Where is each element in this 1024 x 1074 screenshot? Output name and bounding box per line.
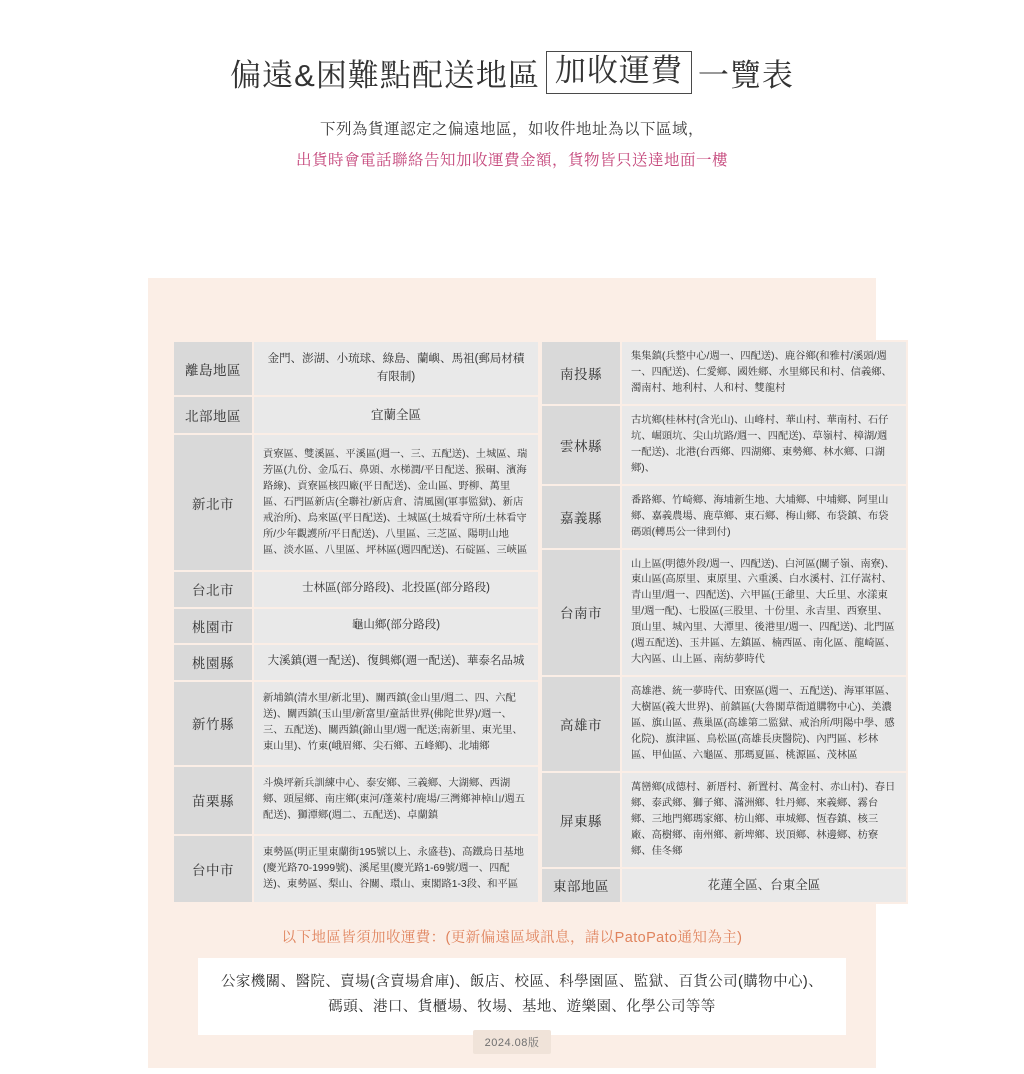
title-part-1: 偏遠&困難點配送地區	[230, 58, 540, 93]
page-title	[0, 50, 1024, 95]
row-label: 新北市	[173, 434, 253, 571]
row-value: 龜山鄉(部分路段)	[253, 608, 539, 644]
table-row	[173, 681, 539, 767]
row-value: 斗煥坪新兵訓練中心、泰安鄉、三義鄉、大湖鄉、西湖鄉、頭屋鄉、南庄鄉(東河/蓬萊村/鹿場/三灣鄉神棹山/週五配送)、獅潭鄉(週二、五配送)、卓蘭鎮	[253, 766, 539, 834]
table-right-column	[540, 340, 908, 904]
row-label: 東部地區	[541, 868, 621, 903]
table-row	[173, 434, 539, 571]
table-row	[173, 766, 539, 834]
row-label: 新竹縣	[173, 681, 253, 767]
table-row	[173, 341, 539, 396]
row-label: 台中市	[173, 835, 253, 904]
surcharge-note: 以下地區皆須加收運費：(更新偏遠區域訊息，請以PatoPato通知為主)	[281, 930, 743, 946]
content-panel	[148, 278, 896, 1068]
version-badge-wrap	[148, 1030, 876, 1054]
row-value: 集集鎮(兵整中心/週一、四配送)、鹿谷鄉(和雅村/溪頭/週一、四配送)、仁愛鄉、國姓鄉、水里鄉民和村、信義鄉、濁南村、地利村、人和村、雙龍村	[621, 341, 907, 405]
page-root	[0, 50, 1024, 1074]
table-left-column	[172, 340, 540, 904]
row-label: 嘉義縣	[541, 485, 621, 549]
table-row	[541, 772, 907, 868]
row-value: 高雄港、統一夢時代、田寮區(週一、五配送)、海軍軍區、大樹區(義大世界)、前鎮區(大魯閣草衙道購物中心)、美濃區、旗山區、燕巢區(高雄第二監獄、戒治所/明陽中學、感化院)、旗津區、鳥松區(高雄長庚醫院)、內門區、杉林區、甲仙區、六龜區、那瑪夏區、桃源區、茂林區	[621, 676, 907, 772]
row-label: 桃園市	[173, 608, 253, 644]
table-row	[173, 396, 539, 434]
row-value: 金門、澎湖、小琉球、綠島、蘭嶼、馬祖(郵局材積有限制)	[253, 341, 539, 396]
subtitle-line-2: 出貨時會電話聯絡告知加收運費金額，貨物皆只送達地面一樓	[295, 152, 728, 169]
surcharge-locations-box	[198, 958, 846, 1035]
row-label: 北部地區	[173, 396, 253, 434]
version-badge: 2024.08版	[473, 1030, 552, 1054]
row-value: 番路鄉、竹崎鄉、海埔新生地、大埔鄉、中埔鄉、阿里山鄉、嘉義農場、鹿草鄉、東石鄉、梅山鄉、布袋鎮、布袋碼頭(轉馬公一律到付)	[621, 485, 907, 549]
row-value: 士林區(部分路段)、北投區(部分路段)	[253, 571, 539, 607]
row-value: 古坑鄉(桂林村(含光山)、山峰村、華山村、華南村、石仔坑、崛頭坑、尖山坑路/週一、四配送)、草嶺村、樟湖/週一配送)、北港(台西鄉、四湖鄉、東勢鄉、林水鄉、口湖鄉)、	[621, 405, 907, 485]
table-row	[173, 835, 539, 904]
title-part-2: 一覽表	[697, 58, 794, 93]
row-value: 大溪鎮(週一配送)、復興鄉(週一配送)、華泰名品城	[253, 644, 539, 680]
surcharge-locations-line-2: 碼頭、港口、貨櫃場、牧場、基地、遊樂園、化學公司等等	[328, 999, 716, 1016]
row-label: 南投縣	[541, 341, 621, 405]
row-value: 新埔鎮(清水里/新北里)、關西鎮(金山里/週二、四、六配送)、關西鎮(玉山里/新富里/童話世界(佛陀世界)/週一、三、五配送)、關西鎮(錦山里/週一配送;南新里、東光里、東山里)、竹東(峨眉鄉、尖石鄉、五峰鄉)、北埔鄉	[253, 681, 539, 767]
row-value: 貢寮區、雙溪區、平溪區(週一、三、五配送)、土城區、瑞芳區(九份、金瓜石、鼻頭、水梯潤/平日配送、猴硐、濱海路線)、貢寮區核四廠(平日配送)、金山區、野柳、萬里區、石門區新店(全聯社/新店倉、清風園(軍事監獄)、新店戒治所)、烏來區(平日配送)、土城區(土城看守所/土林看守所/少年觀護所/平日配送)、八里區、三芝區、陽明山地區、淡水區、八里區、坪林區(週四配送)、石碇區、三峽區	[253, 434, 539, 571]
row-value: 花蓮全區、台東全區	[621, 868, 907, 903]
surcharge-locations-line-1: 公家機關、醫院、賣場(含賣場倉庫)、飯店、校區、科學園區、監獄、百貨公司(購物中心)、	[220, 974, 823, 990]
row-label: 桃園縣	[173, 644, 253, 680]
table-row	[541, 405, 907, 485]
table-row	[173, 608, 539, 644]
table-row	[541, 676, 907, 772]
region-table	[172, 340, 896, 904]
table-row	[541, 485, 907, 549]
row-label: 高雄市	[541, 676, 621, 772]
row-label: 雲林縣	[541, 405, 621, 485]
table-row	[173, 644, 539, 680]
row-label: 離島地區	[173, 341, 253, 396]
table-row	[541, 868, 907, 903]
table-row	[541, 549, 907, 677]
row-value: 宜蘭全區	[253, 396, 539, 434]
row-label: 苗栗縣	[173, 766, 253, 834]
table-row	[541, 341, 907, 405]
row-label: 屏東縣	[541, 772, 621, 868]
row-value: 山上區(明德外段/週一、四配送)、白河區(關子嶺、南寮)、東山區(高原里、東原里、六重溪、白水溪村、江仔嵩村、青山里/週一、四配送)、六甲區(王爺里、大丘里、水漾東里/週一配)、七股區(三股里、十份里、永吉里、西寮里、頂山里、城內里、大潭里、後港里/週一、四配送)、北門區(週五配送)、玉井區、左鎮區、楠西區、南化區、龍崎區、大內區、山上區、南紡夢時代	[621, 549, 907, 677]
subtitle-line-1: 下列為貨運認定之偏遠地區，如收件地址為以下區域，	[319, 121, 704, 138]
title-boxed-surcharge: 加收運費	[546, 51, 692, 93]
row-label: 台北市	[173, 571, 253, 607]
row-value: 萬巒鄉(成德村、新厝村、新置村、萬金村、赤山村)、春日鄉、泰武鄉、獅子鄉、滿洲鄉、牡丹鄉、來義鄉、霧台鄉、三地門鄉瑪家鄉、枋山鄉、車城鄉、恆春鎮、核三廠、高樹鄉、南州鄉、新埤鄉、崁頂鄉、林邊鄉、枋寮鄉、佳冬鄉	[621, 772, 907, 868]
table-row	[173, 571, 539, 607]
row-value: 東勢區(明正里東蘭街195號以上、永盛巷)、高鐵烏日基地(慶光路70-1999號)、溪尾里(慶光路1-69號/週一、四配送)、東勢區、梨山、谷關、環山、東閣路1-3段、和平區	[253, 835, 539, 904]
row-label: 台南市	[541, 549, 621, 677]
